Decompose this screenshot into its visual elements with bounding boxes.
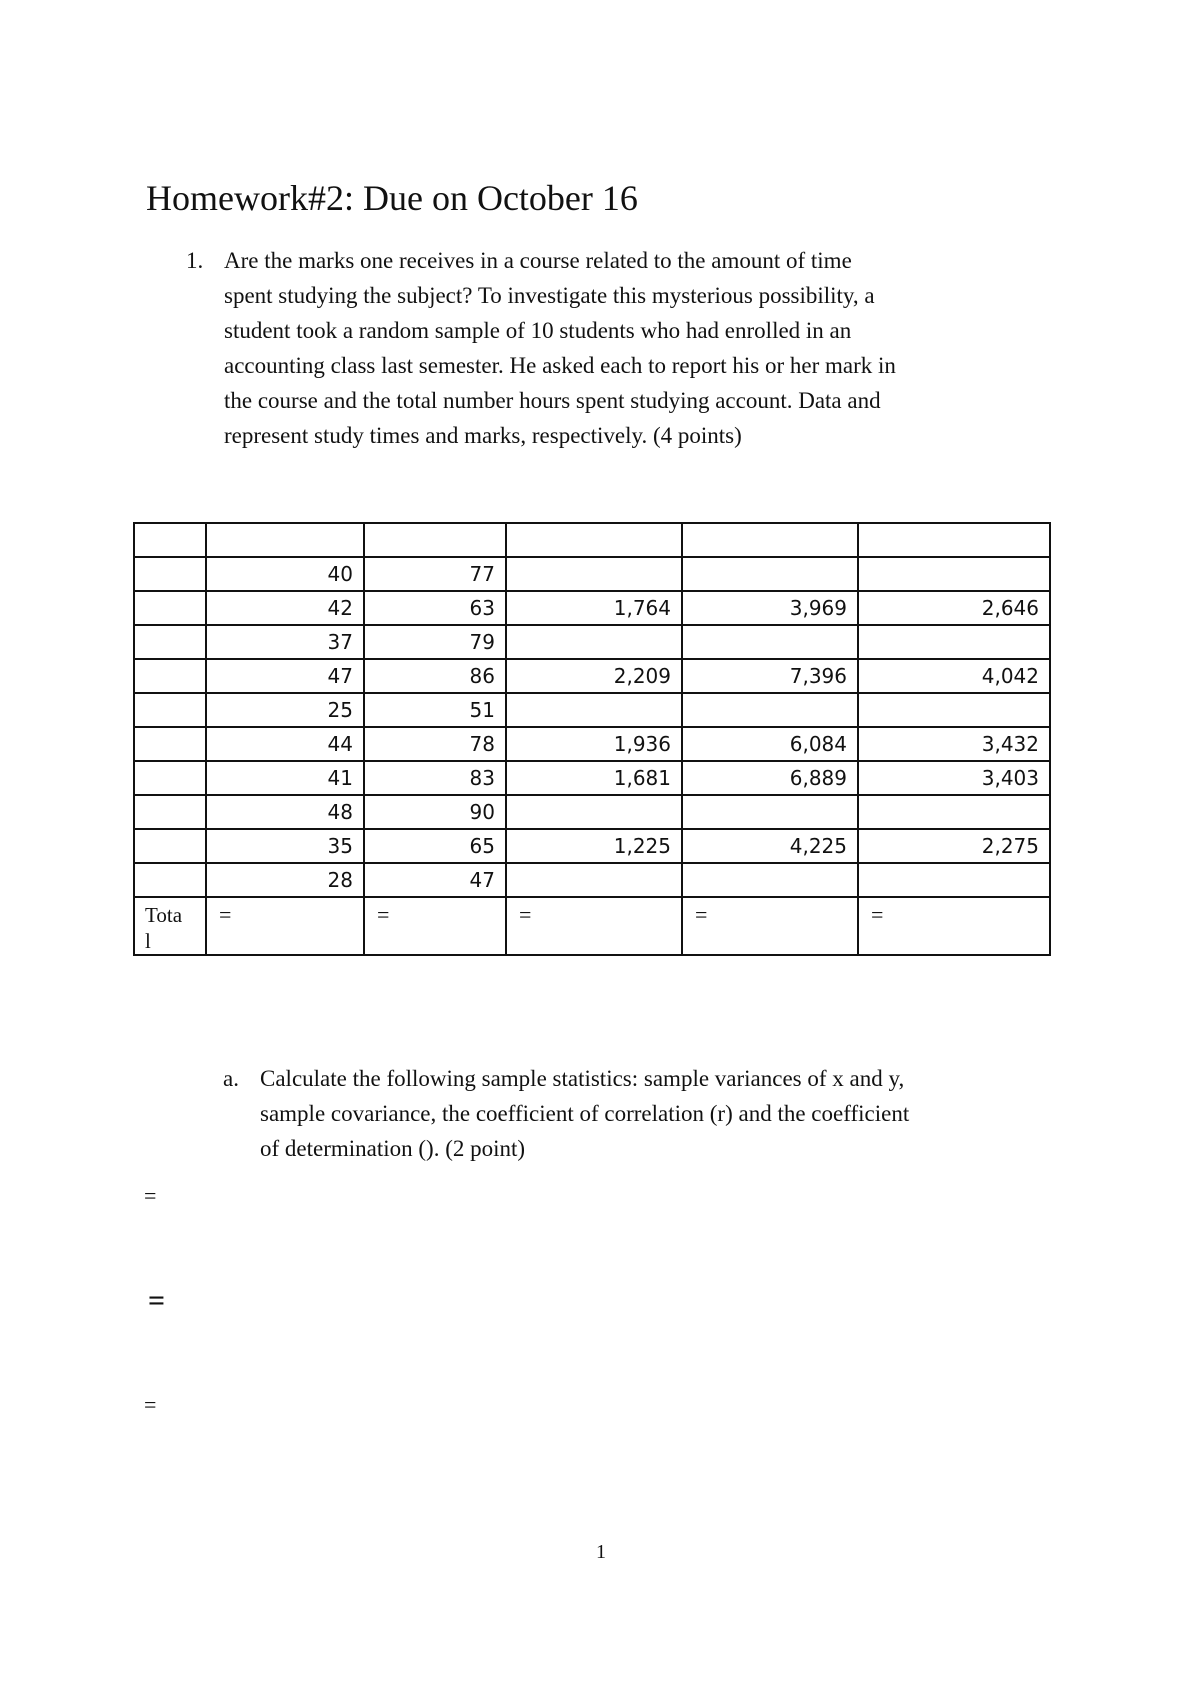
total-label-line: Tota [145,903,183,927]
table-cell [682,693,858,727]
question-line: the course and the total number hours spent studying account. Data and [224,388,881,413]
table-cell: 77 [364,557,506,591]
table-row [134,761,1050,795]
table-cell: 2,209 [506,659,682,693]
table-cell: 51 [364,693,506,727]
part-a-text [260,1061,1100,1166]
equation-line: = [144,1183,157,1208]
table-cell: 86 [364,659,506,693]
table-cell [858,693,1050,727]
table-row [134,591,1050,625]
table-cell: 1,681 [506,761,682,795]
table-cell [134,795,206,829]
page-title: Homework#2: Due on October 16 [146,178,638,218]
table-cell [134,727,206,761]
question-number: 1. [186,248,204,273]
table-cell: 7,396 [682,659,858,693]
table-cell [506,625,682,659]
table-cell [858,863,1050,897]
table-row [134,863,1050,897]
table-cell [682,557,858,591]
header-cell [134,523,206,557]
table-row [134,659,1050,693]
question-line: accounting class last semester. He asked each to report his or her mark in [224,353,896,378]
table-cell: 37 [206,625,364,659]
table-cell [134,863,206,897]
table-cell [506,795,682,829]
table-cell [858,625,1050,659]
table-cell: 44 [206,727,364,761]
equation-line: = [144,1392,157,1417]
header-cell [682,523,858,557]
total-label-line: l [145,929,151,953]
table-cell: 47 [206,659,364,693]
table-cell: 1,225 [506,829,682,863]
table-row [134,727,1050,761]
table-cell: 3,403 [858,761,1050,795]
table-cell: 3,969 [682,591,858,625]
table-cell: 63 [364,591,506,625]
question-line: represent study times and marks, respectively. (4 points) [224,423,742,448]
table-cell [506,693,682,727]
table-cell [134,761,206,795]
total-cell: = [858,897,1050,955]
table-cell [134,829,206,863]
table-cell: 25 [206,693,364,727]
question-line: Are the marks one receives in a course related to the amount of time [224,248,852,273]
table-cell: 1,936 [506,727,682,761]
table-row [134,829,1050,863]
part-a-line: sample covariance, the coefficient of correlation (r) and the coefficient [260,1101,910,1126]
total-cell: = [364,897,506,955]
table-cell: 28 [206,863,364,897]
table-row [134,625,1050,659]
table-cell: 48 [206,795,364,829]
table-cell [506,557,682,591]
table-cell [858,795,1050,829]
table-cell [858,557,1050,591]
header-cell [364,523,506,557]
table-cell: 65 [364,829,506,863]
table-cell: 40 [206,557,364,591]
table-cell: 3,432 [858,727,1050,761]
table-cell: 6,889 [682,761,858,795]
table-cell [506,863,682,897]
table-cell [134,625,206,659]
total-label [134,897,206,955]
table-cell [682,863,858,897]
page-number: 1 [596,1541,606,1563]
table-cell: 2,275 [858,829,1050,863]
total-cell: = [506,897,682,955]
header-cell [858,523,1050,557]
question-line: student took a random sample of 10 students who had enrolled in an [224,318,852,343]
part-a-line: of determination (). (2 point) [260,1136,526,1161]
total-cell: = [682,897,858,955]
table-cell: 83 [364,761,506,795]
table-cell: 4,042 [858,659,1050,693]
table-cell: 2,646 [858,591,1050,625]
table-cell [134,659,206,693]
data-table [133,522,1051,956]
table-cell [134,557,206,591]
table-row [134,693,1050,727]
question-line: spent studying the subject? To investigate this mysterious possibility, a [224,283,875,308]
table-cell: 79 [364,625,506,659]
table-cell [682,625,858,659]
table-cell: 42 [206,591,364,625]
question-text [224,243,1084,453]
table-cell: 78 [364,727,506,761]
table-cell: 6,084 [682,727,858,761]
total-row [134,897,1050,955]
equation-line: = [148,1284,166,1317]
table-cell [134,693,206,727]
table-cell: 90 [364,795,506,829]
table-cell: 41 [206,761,364,795]
table-row [134,557,1050,591]
table-cell: 35 [206,829,364,863]
header-cell [506,523,682,557]
table-header-row [134,523,1050,557]
total-cell: = [206,897,364,955]
table-cell: 1,764 [506,591,682,625]
table-cell [134,591,206,625]
table-cell: 47 [364,863,506,897]
part-a-line: Calculate the following sample statistics: sample variances of x and y, [260,1066,905,1091]
table-row [134,795,1050,829]
header-cell [206,523,364,557]
part-a-label: a. [223,1066,239,1091]
table-cell [682,795,858,829]
table-cell: 4,225 [682,829,858,863]
